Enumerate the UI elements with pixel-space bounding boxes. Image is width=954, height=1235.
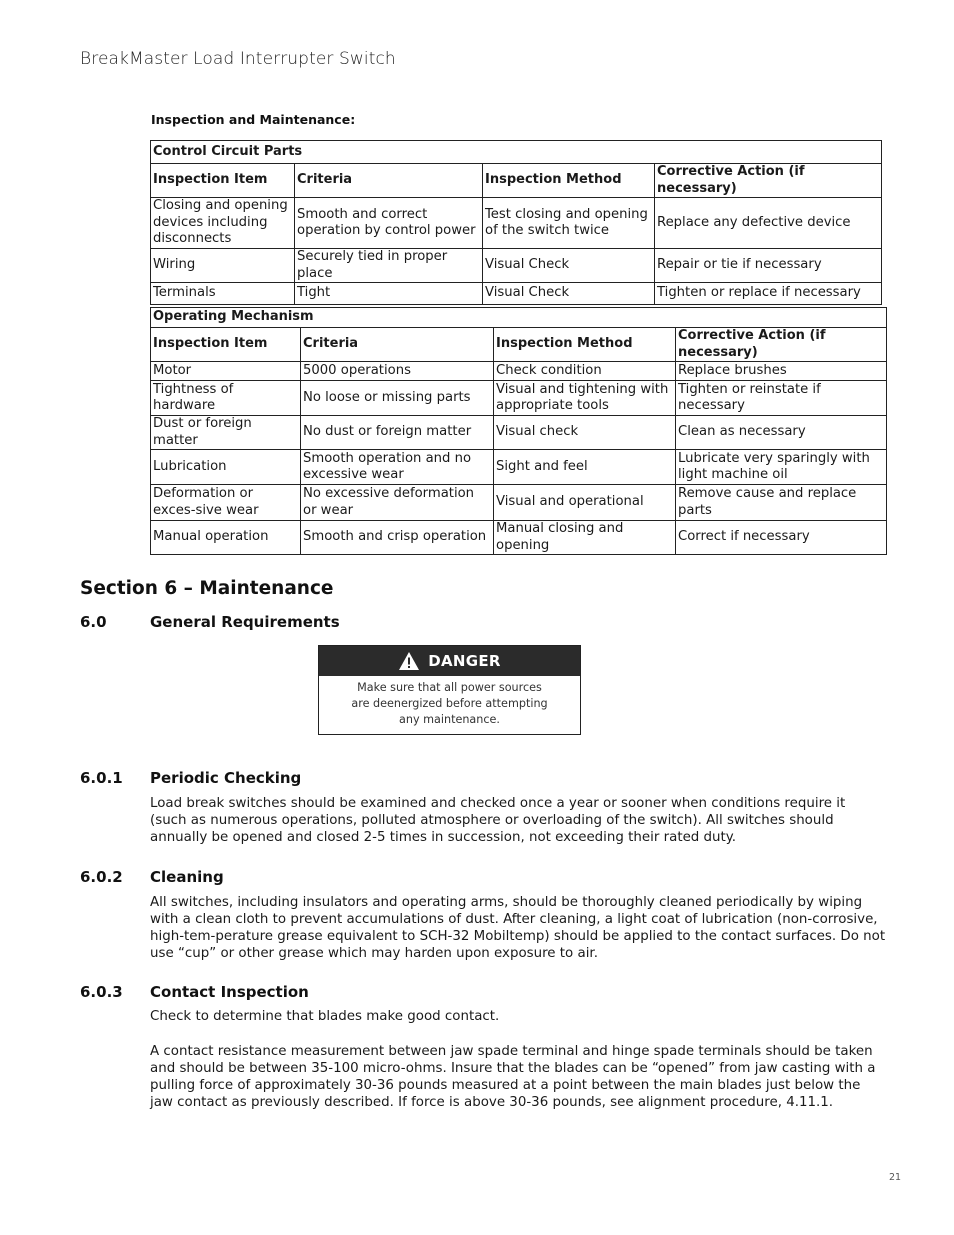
table-cell: No excessive deformation or wear	[301, 485, 494, 521]
danger-line: any maintenance.	[399, 713, 500, 726]
control-circuit-table	[150, 140, 882, 305]
danger-header	[319, 646, 580, 676]
table-cell: Motor	[151, 362, 301, 381]
subsection-title: Cleaning	[150, 868, 224, 886]
cleaning-text: All switches, including insulators and operating arms, should be thoroughly cleaned periodically by wiping with a clean cloth to prevent accumulations of dust. After cleaning, a light coat of lubrication (non-corrosive, high-tem-perature grease equivalent to SCH-32 Mobiltemp) should be applied to the contact surfaces. Do not use “cup” or other grease which may harden upon exposure to air.	[150, 895, 886, 961]
table-cell: Dust or foreign matter	[151, 416, 301, 450]
column-header: Inspection Item	[151, 164, 295, 198]
danger-line: Make sure that all power sources	[357, 681, 542, 694]
subsection-title: Contact Inspection	[150, 983, 309, 1001]
table-cell: Tight	[295, 283, 483, 305]
table-cell: No loose or missing parts	[301, 381, 494, 416]
subsection-title: General Requirements	[150, 613, 340, 631]
running-header-title: BreakMaster Load Interrupter Switch	[80, 49, 396, 69]
subsection-number: 6.0.2	[80, 868, 123, 886]
table-cell: Tighten or reinstate if necessary	[676, 381, 887, 416]
table-cell: Smooth and crisp operation	[301, 521, 494, 555]
column-header: Criteria	[295, 164, 483, 198]
subsection-number: 6.0.3	[80, 983, 123, 1001]
column-header: Corrective Action (if necessary)	[676, 328, 887, 362]
table-cell: Manual closing and opening	[494, 521, 676, 555]
danger-line: are deenergized before attempting	[351, 697, 548, 710]
table-cell: Deformation or exces-sive wear	[151, 485, 301, 521]
column-header: Inspection Method	[483, 164, 655, 198]
contact-resistance-text: A contact resistance measurement between jaw spade terminal and hinge spade terminals should be taken and should be between 35-100 micro-ohms. Insure that the blades can be “opened” from jaw casting with a pulling force of approximately 30-36 pounds measured at a point between the main blades just below the jaw contact as previously described. If force is above 30-36 pounds, see alignment procedure, 4.11.1.	[150, 1044, 876, 1110]
table-cell: Closing and opening devices including disconnects	[151, 198, 295, 249]
table-cell: Sight and feel	[494, 450, 676, 485]
table-title: Control Circuit Parts	[151, 141, 882, 164]
table-cell: Remove cause and replace parts	[676, 485, 887, 521]
table-cell: Wiring	[151, 249, 295, 283]
table-cell: Visual and tightening with appropriate tools	[494, 381, 676, 416]
table-cell: Tightness of hardware	[151, 381, 301, 416]
subsection-number: 6.0.1	[80, 769, 123, 787]
table-cell: Visual check	[494, 416, 676, 450]
inspection-heading: Inspection and Maintenance:	[151, 112, 356, 127]
table-row	[151, 249, 882, 283]
table-cell: Replace any defective device	[655, 198, 882, 249]
table-row	[151, 381, 887, 416]
periodic-checking-text: Load break switches should be examined and checked once a year or sooner when conditions require it (such as numerous operations, polluted atmosphere or overloading of the switch). All switches should annually be opened and closed 2-5 times in succession, not exceeding their rated duty.	[150, 796, 846, 845]
table-cell: Check condition	[494, 362, 676, 381]
table-row	[151, 450, 887, 485]
table-cell: Smooth and correct operation by control power	[295, 198, 483, 249]
table-row	[151, 362, 887, 381]
table-cell: Replace brushes	[676, 362, 887, 381]
table-cell: 5000 operations	[301, 362, 494, 381]
table-cell: Manual operation	[151, 521, 301, 555]
table-cell: Clean as necessary	[676, 416, 887, 450]
table-row	[151, 485, 887, 521]
table-title: Operating Mechanism	[151, 308, 887, 328]
warning-triangle-icon	[398, 651, 420, 671]
table-cell: Correct if necessary	[676, 521, 887, 555]
table-row	[151, 198, 882, 249]
table-cell: Smooth operation and no excessive wear	[301, 450, 494, 485]
table-cell: Visual Check	[483, 249, 655, 283]
table-cell: Visual Check	[483, 283, 655, 305]
table-cell: Test closing and opening of the switch twice	[483, 198, 655, 249]
operating-mechanism-table	[150, 307, 887, 555]
column-header: Criteria	[301, 328, 494, 362]
table-cell: Visual and operational	[494, 485, 676, 521]
column-header: Inspection Item	[151, 328, 301, 362]
table-cell: Lubrication	[151, 450, 301, 485]
table-cell: Tighten or replace if necessary	[655, 283, 882, 305]
page-number: 21	[889, 1172, 902, 1183]
section-title: Section 6 – Maintenance	[80, 578, 334, 599]
table-cell: Lubricate very sparingly with light machine oil	[676, 450, 887, 485]
danger-message	[319, 676, 580, 728]
danger-notice	[318, 645, 581, 735]
table-row	[151, 521, 887, 555]
table-row	[151, 416, 887, 450]
subsection-title: Periodic Checking	[150, 769, 302, 787]
danger-label: DANGER	[428, 652, 501, 670]
column-header: Corrective Action (if necessary)	[655, 164, 882, 198]
table-cell: Securely tied in proper place	[295, 249, 483, 283]
table-cell: No dust or foreign matter	[301, 416, 494, 450]
subsection-number: 6.0	[80, 613, 107, 631]
table-cell: Terminals	[151, 283, 295, 305]
column-header: Inspection Method	[494, 328, 676, 362]
table-row	[151, 283, 882, 305]
table-cell: Repair or tie if necessary	[655, 249, 882, 283]
contact-inspection-text: Check to determine that blades make good contact.	[150, 1009, 500, 1024]
